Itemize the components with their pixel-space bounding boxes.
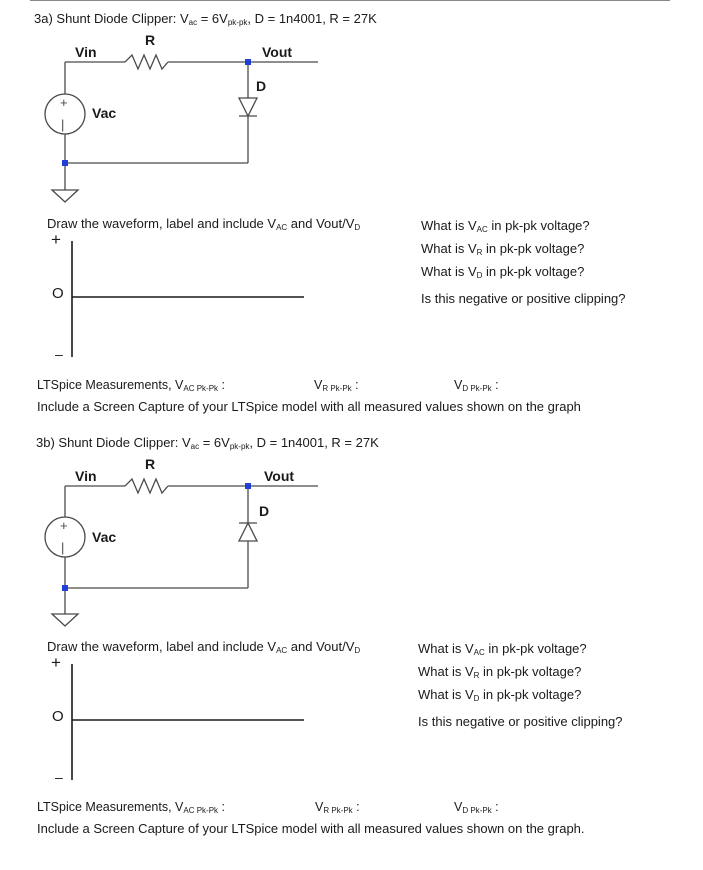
section-title: 3a) Shunt Diode Clipper: $V_{ac} = 6V_{pk-pk}$, D = 1n4001, R = 27K: [34, 11, 377, 27]
source-plus: +: [60, 95, 68, 110]
clipping-question: Is this negative or positive clipping?: [418, 714, 623, 729]
capture-instruction: Include a Screen Capture of your LTSpice model with all measured values shown on the graph.: [37, 821, 585, 836]
resistor-symbol: [125, 479, 168, 493]
diode-label: D: [256, 78, 267, 94]
vin-label: Vin: [75, 468, 97, 484]
axis-zero: O: [52, 285, 64, 302]
axis-minus: –: [55, 769, 63, 785]
resistor-label: R: [145, 456, 156, 472]
section-title: 3b) Shunt Diode Clipper: $V_{ac} = 6V_{pk-pk}$, D = 1n4001, R = 27K: [36, 435, 379, 451]
question-vac: What is $V_{AC}$ in pk-pk voltage?: [421, 218, 590, 234]
clipping-question: Is this negative or positive clipping?: [421, 291, 626, 306]
question-vd: What is $V_D$ in pk-pk voltage?: [418, 687, 582, 703]
ground-symbol: [52, 614, 78, 626]
measurement-vr: $V_{R Pk-Pk}$ :: [314, 378, 359, 393]
vac-label: Vac: [92, 105, 117, 121]
diode-label: D: [259, 503, 270, 519]
vout-label: Vout: [262, 44, 293, 60]
diode-symbol: [239, 523, 257, 541]
source-plus: +: [60, 518, 68, 533]
question-vr: What is $V_R$ in pk-pk voltage?: [421, 241, 585, 257]
capture-instruction: Include a Screen Capture of your LTSpice model with all measured values shown on the graph: [37, 399, 581, 414]
axis-plus: +: [51, 653, 61, 672]
measurement-vd: $V_{D Pk-Pk}$ :: [454, 378, 499, 393]
measurement-vac: LTSpice Measurements, $V_{AC Pk-Pk}$ :: [37, 378, 225, 393]
vin-label: Vin: [75, 44, 97, 60]
question-vd: What is $V_D$ in pk-pk voltage?: [421, 264, 585, 280]
axis-plus: +: [51, 230, 61, 249]
measurement-vr: $V_{R Pk-Pk}$ :: [315, 800, 360, 815]
question-list: [418, 639, 587, 708]
resistor-label: R: [145, 32, 156, 48]
measurement-vd: $V_{D Pk-Pk}$ :: [454, 800, 499, 815]
measurement-vac: LTSpice Measurements, $V_{AC Pk-Pk}$ :: [37, 800, 225, 815]
source-minus: |: [61, 117, 65, 132]
node-ground: [62, 585, 68, 591]
vac-label: Vac: [92, 529, 117, 545]
axis-zero: O: [52, 708, 64, 725]
vout-label: Vout: [264, 468, 295, 484]
source-minus: |: [61, 540, 65, 555]
draw-instruction: Draw the waveform, label and include $V_{AC}$ and Vout/$V_D$: [47, 639, 361, 655]
question-vac: What is $V_{AC}$ in pk-pk voltage?: [418, 641, 587, 657]
axis-minus: –: [55, 346, 63, 362]
question-vr: What is $V_R$ in pk-pk voltage?: [418, 664, 582, 680]
draw-instruction: Draw the waveform, label and include $V_{AC}$ and Vout/$V_D$: [47, 216, 361, 232]
node-vout: [245, 483, 251, 489]
